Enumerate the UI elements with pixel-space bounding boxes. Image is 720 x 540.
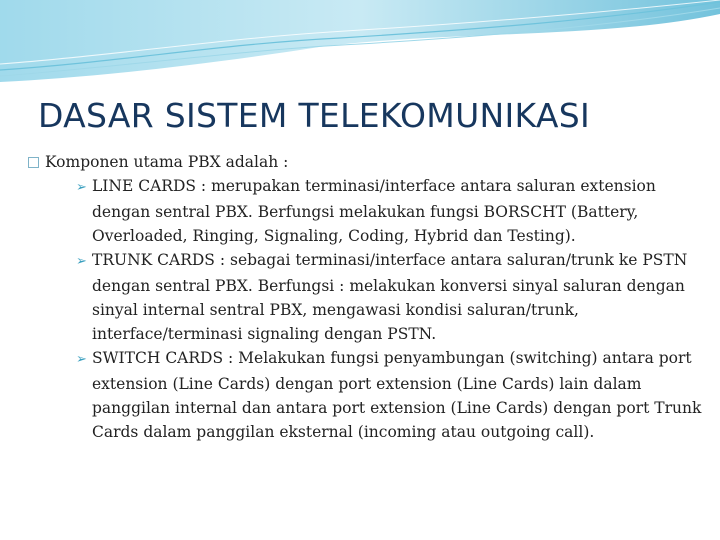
slide-body xyxy=(28,150,708,444)
arrow-bullet-icon: ➢ xyxy=(76,352,87,367)
item-text: LINE CARDS : merupakan terminasi/interface antara saluran extension dengan sentral PBX. Berfungsi melakukan fungsi BORSCHT (Battery, Overloaded, Ringing, Signaling, Coding, Hybrid dan Testing). xyxy=(92,177,656,245)
arrow-bullet-icon: ➢ xyxy=(76,180,87,195)
intro-text: Komponen utama PBX adalah : xyxy=(45,153,289,171)
arrow-bullet-icon: ➢ xyxy=(76,254,87,269)
component-list xyxy=(28,174,708,444)
header-wave-decoration xyxy=(0,0,720,90)
item-text: TRUNK CARDS : sebagai terminasi/interface antara saluran/trunk ke PSTN dengan sentral PBX. Berfungsi : melakukan konversi sinyal saluran dengan sinyal internal sentral PBX, mengawasi kondisi saluran/trunk, interface/terminasi signaling dengan PSTN. xyxy=(92,251,688,343)
list-item xyxy=(74,174,708,248)
list-item xyxy=(74,248,708,346)
item-text: SWITCH CARDS : Melakukan fungsi penyambungan (switching) antara port extension (Line Cards) dengan port extension (Line Cards) lain dalam panggilan internal dan antara port extension (Line Cards) dengan port Trunk Cards dalam panggilan eksternal (incoming atau outgoing call). xyxy=(92,349,702,441)
list-item xyxy=(74,346,708,444)
slide-title: DASAR SISTEM TELEKOMUNIKASI xyxy=(38,96,591,135)
intro-line xyxy=(28,150,708,174)
square-bullet-icon xyxy=(28,157,39,168)
